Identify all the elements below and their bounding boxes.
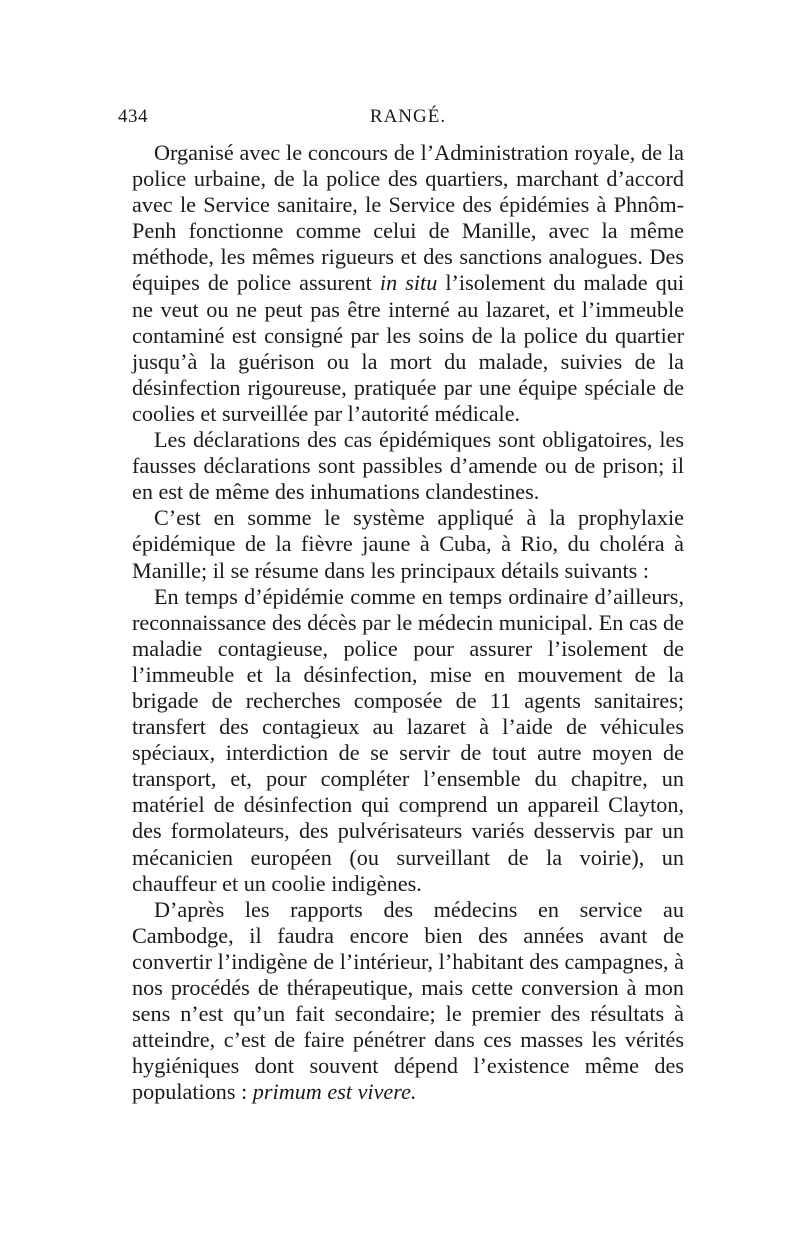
italic-phrase: primum est vivere.: [252, 1079, 417, 1105]
paragraph: [132, 897, 684, 1106]
paragraph: [132, 505, 684, 583]
italic-phrase: in situ: [379, 270, 438, 296]
paragraph-text: Organisé avec le concours de l’Administration royale, de la police urbaine, de la police des quartiers, marchant d’accord avec le Service sanitaire, le Service des épidémies à Phnôm-Penh fonctionne comme celui de Manille, avec la même méthode, les mêmes rigueurs et des sanctions analogues. Des équipes de police assurent: [132, 140, 684, 296]
body-text: [132, 140, 684, 1105]
page-number: 434: [118, 106, 148, 127]
paragraph-text: D’après les rapports des médecins en service au Cambodge, il faudra encore bien des années avant de convertir l’indigène de l’intérieur, l’habitant des campagnes, à nos procédés de thérapeutique, mais cette conversion à mon sens n’est qu’un fait secondaire; le premier des résultats à atteindre, c’est de faire pénétrer dans ces masses les vérités hygiéniques dont souvent dépend l’existence même des populations :: [132, 896, 684, 1105]
paragraph: [132, 584, 684, 897]
paragraph-text: En temps d’épidémie comme en temps ordinaire d’ailleurs, reconnaissance des décès par le médecin municipal. En cas de maladie contagieuse, police pour assurer l’isolement de l’immeuble et la désinfection, mise en mouvement de la brigade de recherches composée de 11 agents sanitaires; transfert des contagieux au lazaret à l’aide de véhicules spéciaux, interdiction de se servir de tout autre moyen de transport, et, pour compléter l’ensemble du chapitre, un matériel de désinfection qui comprend un appareil Clayton, des formolateurs, des pulvérisateurs variés desservis par un mécanicien européen (ou surveillant de la voirie), un chauffeur et un coolie indigènes.: [132, 583, 684, 896]
paragraph-text: l’isolement du malade qui ne veut ou ne peut pas être interné au lazaret, et l’immeuble contaminé est consigné par les soins de la police du quartier jusqu’à la guérison ou la mort du malade, suivies de la désinfection rigoureuse, pratiquée par une équipe spéciale de coolies et surveillée par l’autorité médicale.: [132, 270, 684, 426]
running-head: [118, 100, 684, 130]
paragraph: [132, 427, 684, 505]
paragraph: [132, 140, 684, 427]
paragraph-text: Les déclarations des cas épidémiques sont obligatoires, les fausses déclarations sont passibles d’amende ou de prison; il en est de même des inhumations clandestines.: [132, 427, 684, 505]
running-title: RANGÉ.: [369, 106, 447, 127]
book-page: [118, 100, 684, 1105]
paragraph-text: C’est en somme le système appliqué à la prophylaxie épidémique de la fièvre jaune à Cuba, à Rio, du choléra à Manille; il se résume dans les principaux détails suivants :: [132, 505, 684, 583]
